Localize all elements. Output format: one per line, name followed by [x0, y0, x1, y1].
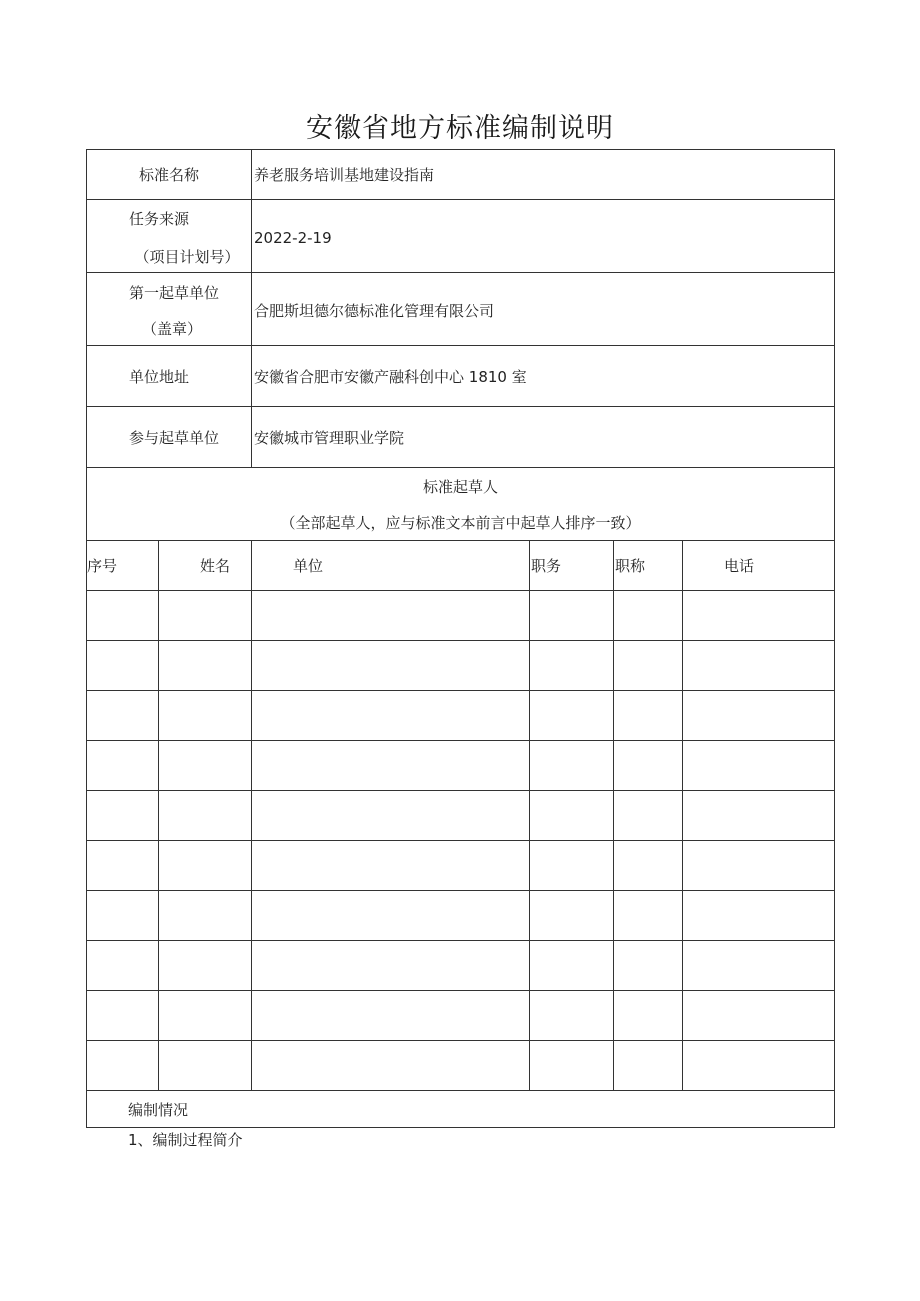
task-source-label: 任务来源: [128, 210, 189, 228]
table-row: [87, 591, 834, 640]
table-row: [87, 991, 834, 1040]
drafters-heading: 标准起草人: [422, 478, 498, 496]
table-row: [87, 741, 834, 790]
participant-unit-value: 安徽城市管理职业学院: [254, 429, 405, 447]
table-row: [87, 941, 834, 990]
table-row: [87, 841, 834, 890]
table-row: [87, 791, 834, 840]
column-header-phone: 电话: [724, 557, 755, 575]
standard-name-value: 养老服务培训基地建设指南: [254, 166, 435, 184]
compilation-item-1: 1、编制过程简介: [128, 1131, 243, 1149]
table-row: [87, 691, 834, 740]
drafting-unit-sub: （盖章）: [141, 320, 202, 338]
compilation-label: 编制情况: [128, 1101, 189, 1119]
address-label: 单位地址: [128, 368, 189, 386]
standard-form-table: [86, 149, 835, 1128]
table-row: [87, 641, 834, 690]
drafting-unit-value: 合肥斯坦德尔德标准化管理有限公司: [254, 302, 495, 320]
column-header-title: 职称: [615, 557, 646, 575]
column-header-name: 姓名: [200, 557, 231, 575]
address-value: 安徽省合肥市安徽产融科创中心 1810 室: [254, 368, 527, 386]
page-title: 安徽省地方标准编制说明: [306, 113, 614, 144]
drafters-note: （全部起草人，应与标准文本前言中起草人排序一致）: [280, 514, 641, 532]
standard-name-label: 标准名称: [138, 166, 199, 184]
table-row: [87, 891, 834, 940]
column-header-index: 序号: [87, 557, 118, 575]
task-source-sub: （项目计划号）: [134, 248, 240, 266]
drafting-unit-label: 第一起草单位: [128, 284, 219, 302]
column-header-unit: 单位: [293, 557, 324, 575]
table-row: [87, 1041, 834, 1090]
column-header-position: 职务: [531, 557, 562, 575]
task-source-value: 2022-2-19: [254, 229, 332, 247]
participant-unit-label: 参与起草单位: [128, 429, 219, 447]
